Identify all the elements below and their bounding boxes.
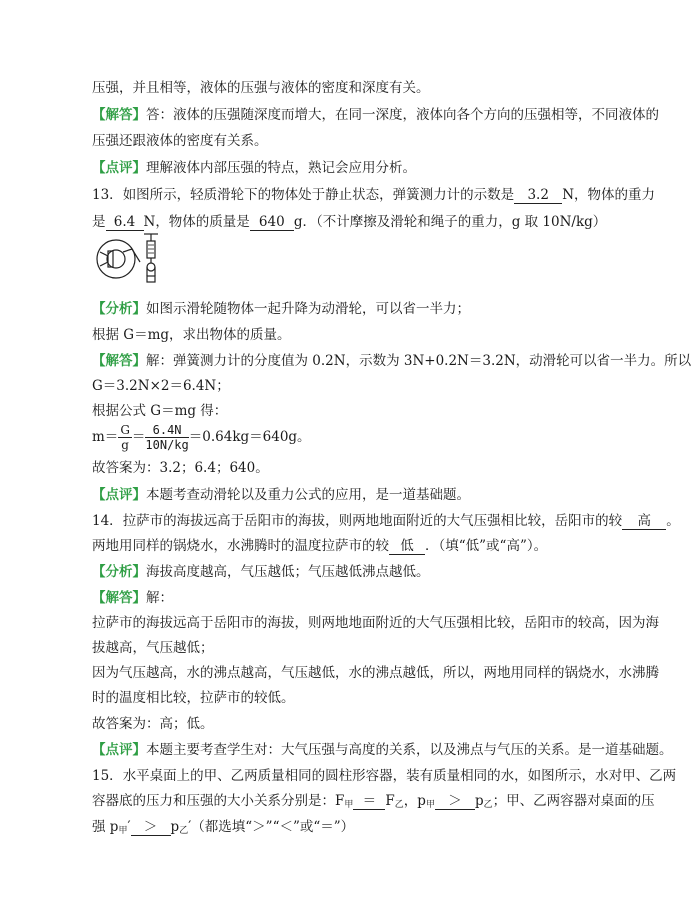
q15-blank1: ＝ xyxy=(353,793,385,810)
q13-line2 xyxy=(92,213,606,231)
sub-jia: 甲 xyxy=(118,826,128,836)
q14-line2 xyxy=(92,537,547,555)
analysis-tag: 【分析】 xyxy=(92,301,146,317)
q14-blank1: 高 xyxy=(622,513,666,530)
q13-blank3: 640 xyxy=(250,214,294,231)
q14-number: 14． xyxy=(92,513,123,529)
q12-answer-text: 答：液体的压强随深度而增大，在同一深度，液体向各个方向的压强相等，不同液体的 xyxy=(146,107,659,123)
sub-yi: 乙 xyxy=(394,800,404,810)
q14-text-a: 拉萨市的海拔远高于岳阳市的海拔，则两地地面附近的大气压强相比较，岳阳市的较 xyxy=(122,513,623,529)
q13-line1 xyxy=(92,186,655,204)
q12-comment-text: 理解液体内部压强的特点，熟记会应用分析。 xyxy=(146,160,416,176)
q15-text-a: 水平桌面上的甲、乙两质量相同的圆柱形容器，装有质量相同的水，如图所示，水对甲、乙两 xyxy=(122,768,677,784)
q14-sol3: 因为气压越高，水的沸点越高，气压越低，水的沸点越低，所以，两地用同样的锅烧水，水沸腾 xyxy=(92,665,659,681)
q13-text-d: N，物体的质量是 xyxy=(143,214,250,230)
fraction-g-over-g xyxy=(118,423,132,452)
q13-blank2: 6.4 xyxy=(106,214,144,231)
prime-mark: ′ xyxy=(127,819,131,835)
q15-blank2: ＞ xyxy=(435,793,475,810)
q13-solution1 xyxy=(92,352,691,370)
q14-sol4: 时的温度相比较，拉萨市的较低。 xyxy=(92,690,295,706)
answer-tag: 【解答】 xyxy=(92,590,146,606)
q14-final: 故答案为：高；低。 xyxy=(92,716,214,732)
q15-number: 15． xyxy=(92,768,123,784)
comment-tag: 【点评】 xyxy=(92,160,146,176)
q14-text-c: 两地用同样的锅烧水，水沸腾时的温度拉萨市的较 xyxy=(92,538,389,554)
eq-result: ＝0.64kg＝640g。 xyxy=(188,429,311,445)
q14-solution xyxy=(92,589,173,607)
analysis-tag: 【分析】 xyxy=(92,564,146,580)
q15-text-d: 强 p xyxy=(92,819,119,835)
q15-F-label: F xyxy=(385,793,395,809)
q13-blank1: 3.2 xyxy=(514,187,562,204)
comment-tag: 【点评】 xyxy=(92,742,146,758)
eq-sign: ＝ xyxy=(131,429,146,445)
q13-solution2: G＝3.2N×2＝6.4N； xyxy=(92,378,230,394)
q15-text-e: ′（都选填“＞”“＜”或“＝”） xyxy=(188,819,355,835)
q12-answer-line2: 压强还跟液体的密度有关系。 xyxy=(92,133,268,149)
q14-sol1: 拉萨市的海拔远高于岳阳市的海拔，则两地地面附近的大气压强相比较，岳阳市的较高，因为海 xyxy=(92,615,659,631)
q13-final: 故答案为：3.2；6.4；640。 xyxy=(92,460,269,476)
sub-yi: 乙 xyxy=(483,800,493,810)
q13-text-a: 如图所示，轻质滑轮下的物体处于静止状态，弹簧测力计的示数是 xyxy=(122,187,515,203)
q14-blank2: 低 xyxy=(389,538,425,555)
q15-blank3: ＞ xyxy=(131,819,171,836)
q12-comment xyxy=(92,159,416,177)
q15-p2-label: p xyxy=(474,793,484,809)
q14-text-b: 。 xyxy=(666,513,680,529)
intro-line: 压强，并且相等，液体的压强与液体的密度和深度有关。 xyxy=(92,80,430,96)
frac1-den: g xyxy=(121,438,129,452)
q13-text-e: g．（不计摩擦及滑轮和绳子的重力，g 取 10N/kg） xyxy=(293,214,607,230)
q13-text-c: 是 xyxy=(92,214,106,230)
q12-answer-line1 xyxy=(92,106,659,124)
frac2-den: 10N/kg xyxy=(145,438,189,452)
frac2-num: 6.4N xyxy=(145,423,188,438)
sub-yi: 乙 xyxy=(179,826,189,836)
q13-text-b: N，物体的重力 xyxy=(562,187,655,203)
q14-text-d: ．（填“低”或“高”）。 xyxy=(425,538,548,554)
q14-analysis-text: 海拔高度越高，气压越低；气压越低沸点越低。 xyxy=(146,564,430,580)
pulley-spring-figure xyxy=(94,232,166,288)
q14-comment-text: 本题主要考查学生对：大气压强与高度的关系，以及沸点与气压的关系。是一道基础题。 xyxy=(146,742,673,758)
q13-solution3: 根据公式 G＝mg 得： xyxy=(92,403,228,419)
q14-line1 xyxy=(92,512,680,530)
q14-comment xyxy=(92,741,673,759)
q15-line1 xyxy=(92,767,676,785)
q13-analysis2: 根据 G＝mg，求出物体的质量。 xyxy=(92,327,291,343)
eq-m: m＝ xyxy=(92,429,119,445)
q15-text-b: 容器底的压力和压强的大小关系分别是：F xyxy=(92,793,345,809)
comment-tag: 【点评】 xyxy=(92,487,146,503)
fraction-values xyxy=(145,423,188,452)
q13-number: 13． xyxy=(92,187,123,203)
q14-sol2: 拔越高，气压越低； xyxy=(92,640,214,656)
q15-p-label: ，p xyxy=(403,793,426,809)
q15-p3-label: p xyxy=(170,819,180,835)
sub-jia: 甲 xyxy=(344,800,354,810)
frac1-num: G xyxy=(120,423,130,437)
q13-mass-equation xyxy=(92,422,311,452)
answer-tag: 【解答】 xyxy=(92,353,146,369)
answer-tag: 【解答】 xyxy=(92,107,146,123)
q14-solution-text: 解： xyxy=(146,590,173,606)
sub-jia: 甲 xyxy=(425,800,435,810)
q13-analysis1 xyxy=(92,300,470,318)
q15-text-c: ；甲、乙两容器对桌面的压 xyxy=(492,793,655,809)
q15-line3 xyxy=(92,818,354,840)
q13-comment-text: 本题考查动滑轮以及重力公式的应用，是一道基础题。 xyxy=(146,487,470,503)
q13-solution-text: 解：弹簧测力计的分度值为 0.2N，示数为 3N+0.2N＝3.2N，动滑轮可以省一半力。所以 xyxy=(146,353,691,369)
q14-analysis xyxy=(92,563,430,581)
q15-line2 xyxy=(92,792,655,814)
q13-comment xyxy=(92,486,470,504)
q13-analysis-text: 如图示滑轮随物体一起升降为动滑轮，可以省一半力； xyxy=(146,301,470,317)
